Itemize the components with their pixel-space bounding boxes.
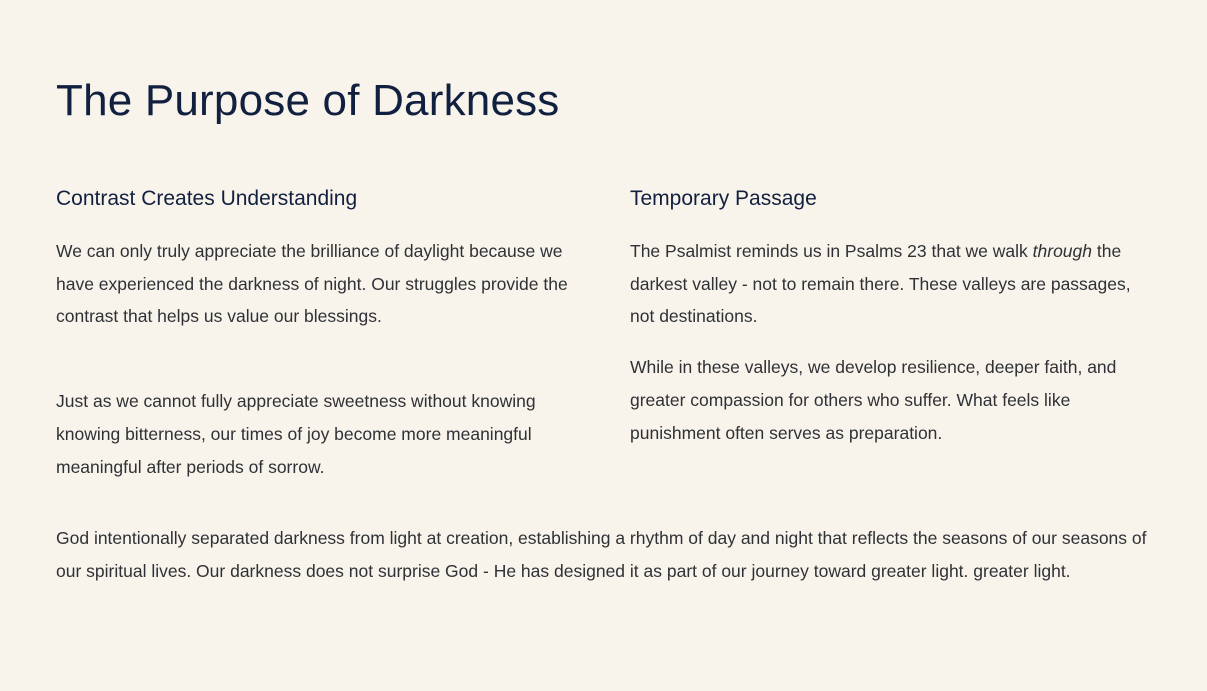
closing-paragraph: God intentionally separated darkness from light at creation, establishing a rhythm of day and night that reflects the seasons of our seasons of our spiritual lives. Our darkness does not surprise God - He has designed it as part of our journey toward greater light. greater light.: [56, 528, 1147, 581]
passage-paragraph-1: [630, 235, 1151, 333]
contrast-paragraph-1: We can only truly appreciate the brilliance of daylight because we have experienced the darkness of night. Our struggles provide the contrast that helps us value our blessings.: [56, 241, 568, 327]
slide-title: The Purpose of Darkness: [56, 76, 560, 125]
slide: [56, 0, 1151, 691]
passage-text-start: The Psalmist reminds us in Psalms 23 that we walk: [630, 241, 1033, 261]
passage-heading: Temporary Passage: [630, 187, 817, 210]
emphasis-through: through: [1032, 241, 1093, 261]
contrast-heading: Contrast Creates Understanding: [56, 187, 358, 210]
left-column: [56, 184, 576, 483]
passage-paragraph-2: While in these valleys, we develop resilience, deeper faith, and greater compassion for others who suffer. What feels like punishment often serves as preparation.: [630, 357, 1117, 443]
contrast-paragraph-2: Just as we cannot fully appreciate sweetness without knowing knowing bitterness, our times of joy become more meaningful meaningful after periods of sorrow.: [56, 391, 536, 477]
right-column: [630, 184, 1151, 449]
passage-text-end: the darkest valley - not to remain there. These valleys are passages, not destinations.: [630, 241, 1131, 327]
